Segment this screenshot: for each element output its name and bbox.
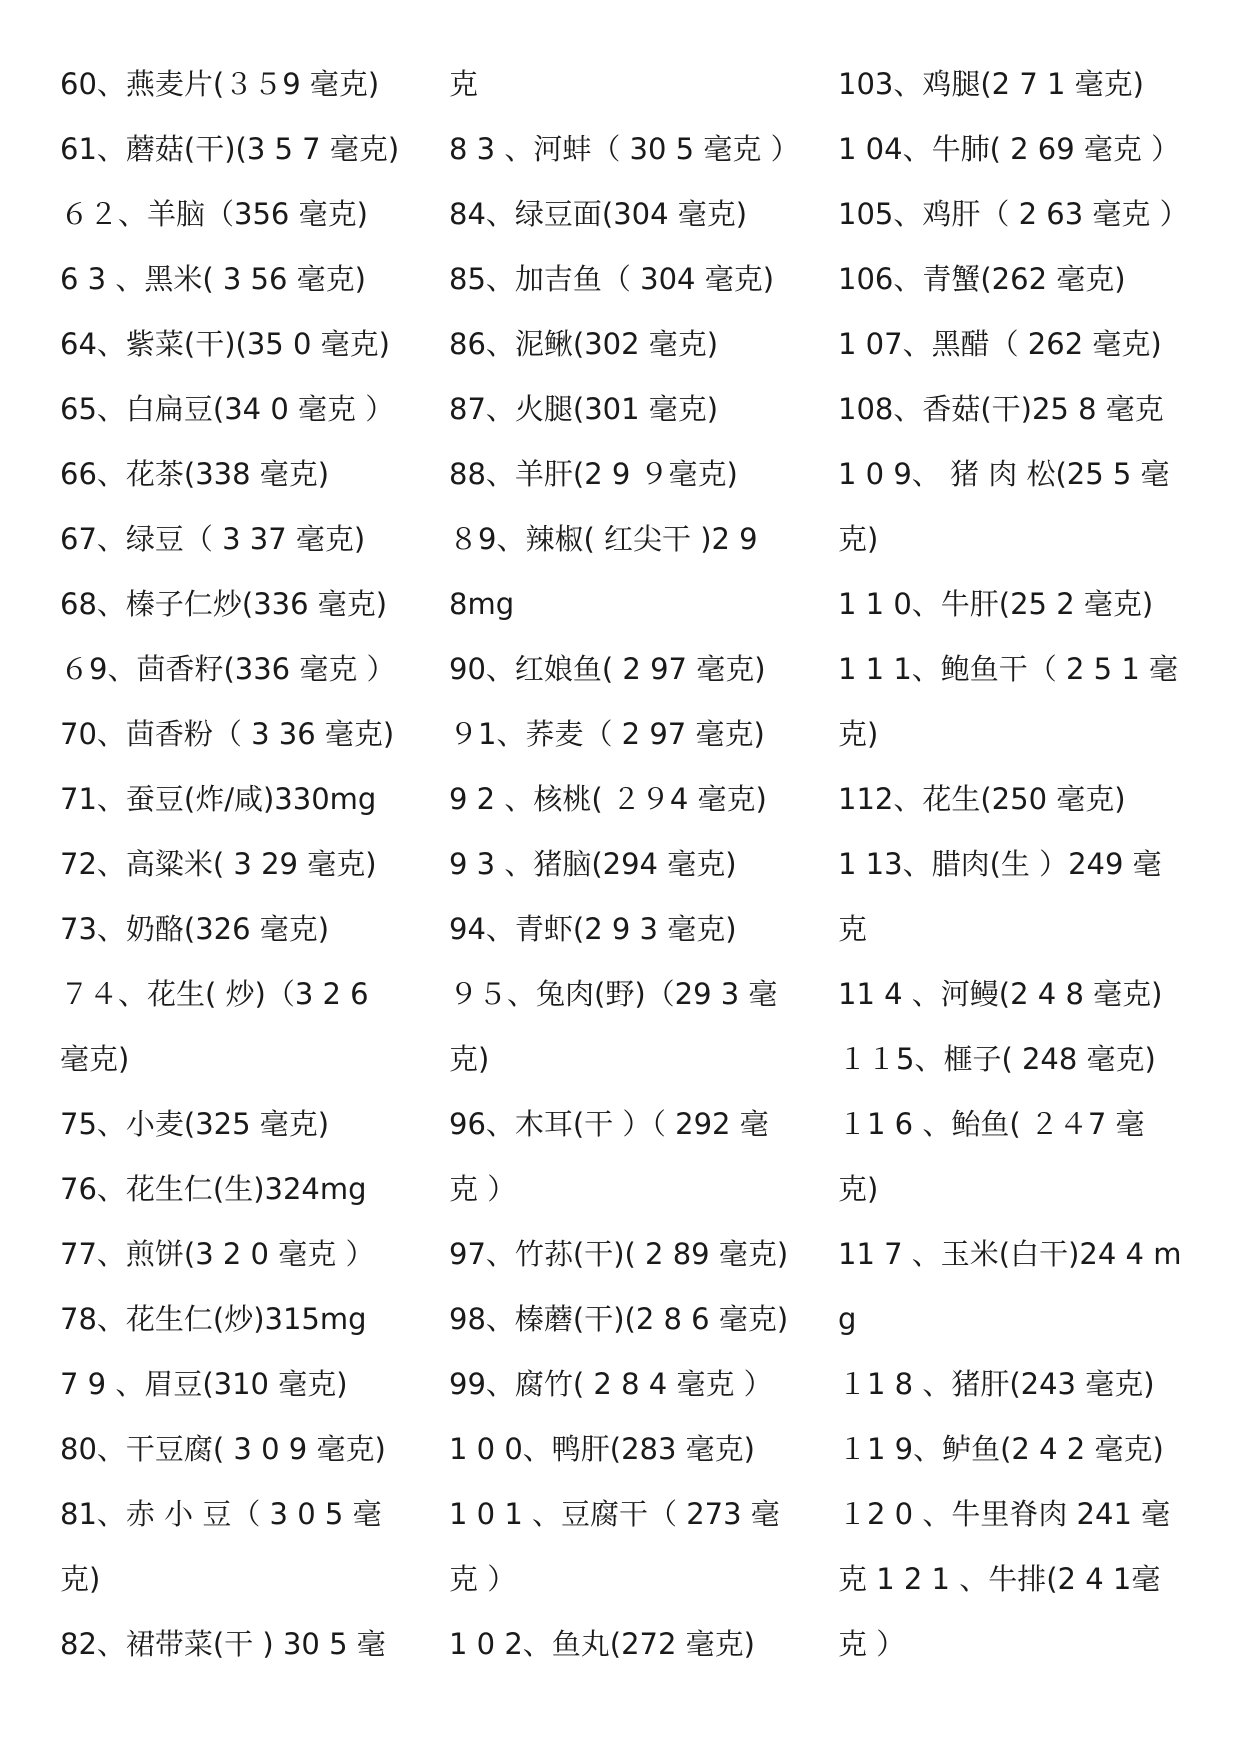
text-line: 88、羊肝(2 9 ９毫克) <box>449 457 738 491</box>
text-line: 96、木耳(干 ）（ 292 毫 <box>449 1107 769 1141</box>
text-line: 1 1 0、牛肝(25 2 毫克) <box>838 587 1154 621</box>
text-line: 87、火腿(301 毫克) <box>449 392 719 426</box>
text-line: 97、竹荪(干)( 2 89 毫克) <box>449 1237 789 1271</box>
text-line: 80、干豆腐( 3 0 9 毫克) <box>60 1432 386 1466</box>
text-line: 克) <box>838 1172 879 1206</box>
text-line: 90、红娘鱼( 2 97 毫克) <box>449 652 766 686</box>
text-line: ６２、羊脑（356 毫克) <box>60 197 368 231</box>
text-line: １1 6 、鲐鱼( ２４7 毫 <box>838 1107 1145 1141</box>
text-line: 毫克) <box>60 1042 130 1076</box>
text-line: 9 2 、核桃( ２９4 毫克) <box>449 782 767 816</box>
text-line: 克) <box>449 1042 490 1076</box>
text-line: 60、燕麦片(３５9 毫克) <box>60 67 380 101</box>
text-line: 64、紫菜(干)(35 0 毫克) <box>60 327 390 361</box>
text-line: ９５、兔肉(野)（29 3 毫 <box>449 977 778 1011</box>
text-line: ８9、辣椒( 红尖干 )2 9 <box>449 522 758 556</box>
text-line: 克 ） <box>449 1562 517 1596</box>
text-line: 克 <box>838 912 868 946</box>
text-line: 7 9 、眉豆(310 毫克) <box>60 1367 348 1401</box>
text-line: 11 4 、河鳗(2 4 8 毫克) <box>838 977 1163 1011</box>
text-line: 75、小麦(325 毫克) <box>60 1107 330 1141</box>
text-line: 8mg <box>449 587 515 621</box>
text-line: 105、鸡肝（ 2 63 毫克 ） <box>838 197 1189 231</box>
text-line: 克 1 2 1 、牛排(2 4 1毫 <box>838 1562 1161 1596</box>
text-line: g <box>838 1302 857 1336</box>
text-line: 9 3 、猪脑(294 毫克) <box>449 847 737 881</box>
text-line: 克) <box>60 1562 101 1596</box>
text-line: 76、花生仁(生)324mg <box>60 1172 367 1206</box>
text-line: 克 ） <box>838 1627 906 1661</box>
text-line: ６9、茴香籽(336 毫克 ） <box>60 652 396 686</box>
text-line: 106、青蟹(262 毫克) <box>838 262 1126 296</box>
text-column-2 <box>449 52 829 1677</box>
text-line: 6 3 、黑米( 3 56 毫克) <box>60 262 366 296</box>
text-line: 68、榛子仁炒(336 毫克) <box>60 587 388 621</box>
text-line: 71、蚕豆(炸/咸)330mg <box>60 782 377 816</box>
text-line: ９1、荞麦（ 2 97 毫克) <box>449 717 765 751</box>
text-line: １１5、榧子( 248 毫克) <box>838 1042 1156 1076</box>
text-line: 1 0 1 、豆腐干（ 273 毫 <box>449 1497 780 1531</box>
text-line: 82、裙带菜(干 ) 30 5 毫 <box>60 1627 386 1661</box>
text-line: 1 04、牛肺( 2 69 毫克 ） <box>838 132 1181 166</box>
text-line: 克) <box>838 522 879 556</box>
text-line: １1 9、鲈鱼(2 4 2 毫克) <box>838 1432 1164 1466</box>
text-line: 1 0 0、鸭肝(283 毫克) <box>449 1432 755 1466</box>
text-line: 78、花生仁(炒)315mg <box>60 1302 367 1336</box>
text-line: 99、腐竹( 2 8 4 毫克 ） <box>449 1367 773 1401</box>
text-line: 73、奶酪(326 毫克) <box>60 912 330 946</box>
text-line: 112、花生(250 毫克) <box>838 782 1126 816</box>
text-line: １1 8 、猪肝(243 毫克) <box>838 1367 1155 1401</box>
text-line: 86、泥鳅(302 毫克) <box>449 327 719 361</box>
text-line: 66、花茶(338 毫克) <box>60 457 330 491</box>
text-line: 84、绿豆面(304 毫克) <box>449 197 748 231</box>
text-column-3 <box>838 52 1200 1677</box>
text-line: 70、茴香粉（ 3 36 毫克) <box>60 717 395 751</box>
text-line: 1 1 1、鲍鱼干（ 2 5 1 毫 <box>838 652 1179 686</box>
text-line: 77、煎饼(3 2 0 毫克 ） <box>60 1237 375 1271</box>
text-line: 94、青虾(2 9 3 毫克) <box>449 912 737 946</box>
text-line: 85、加吉鱼（ 304 毫克) <box>449 262 775 296</box>
text-line: 克 <box>449 67 479 101</box>
text-line: 103、鸡腿(2 7 1 毫克) <box>838 67 1144 101</box>
text-line: 克) <box>838 717 879 751</box>
text-line: 61、蘑菇(干)(3 5 7 毫克) <box>60 132 400 166</box>
text-line: 67、绿豆（ 3 37 毫克) <box>60 522 366 556</box>
text-line: 1 13、腊肉(生 ）249 毫 <box>838 847 1162 881</box>
text-line: 11 7 、玉米(白干)24 4 m <box>838 1237 1182 1271</box>
text-line: 1 0 2、鱼丸(272 毫克) <box>449 1627 755 1661</box>
text-line: 8 3 、河蚌（ 30 5 毫克 ） <box>449 132 800 166</box>
text-line: １2 0 、牛里脊肉 241 毫 <box>838 1497 1171 1531</box>
text-line: 108、香菇(干)25 8 毫克 <box>838 392 1164 426</box>
text-line: 1 07、黑醋（ 262 毫克) <box>838 327 1162 361</box>
text-line: 克 ） <box>449 1172 517 1206</box>
text-column-1 <box>60 52 440 1677</box>
text-line: 65、白扁豆(34 0 毫克 ） <box>60 392 395 426</box>
text-line: 1 0 9、 猪 肉 松(25 5 毫 <box>838 457 1170 491</box>
text-line: ７４、花生( 炒)（3 2 6 <box>60 977 369 1011</box>
text-line: 81、赤 小 豆（ 3 0 5 毫 <box>60 1497 382 1531</box>
text-line: 98、榛蘑(干)(2 8 6 毫克) <box>449 1302 789 1336</box>
text-line: 72、高粱米( 3 29 毫克) <box>60 847 377 881</box>
